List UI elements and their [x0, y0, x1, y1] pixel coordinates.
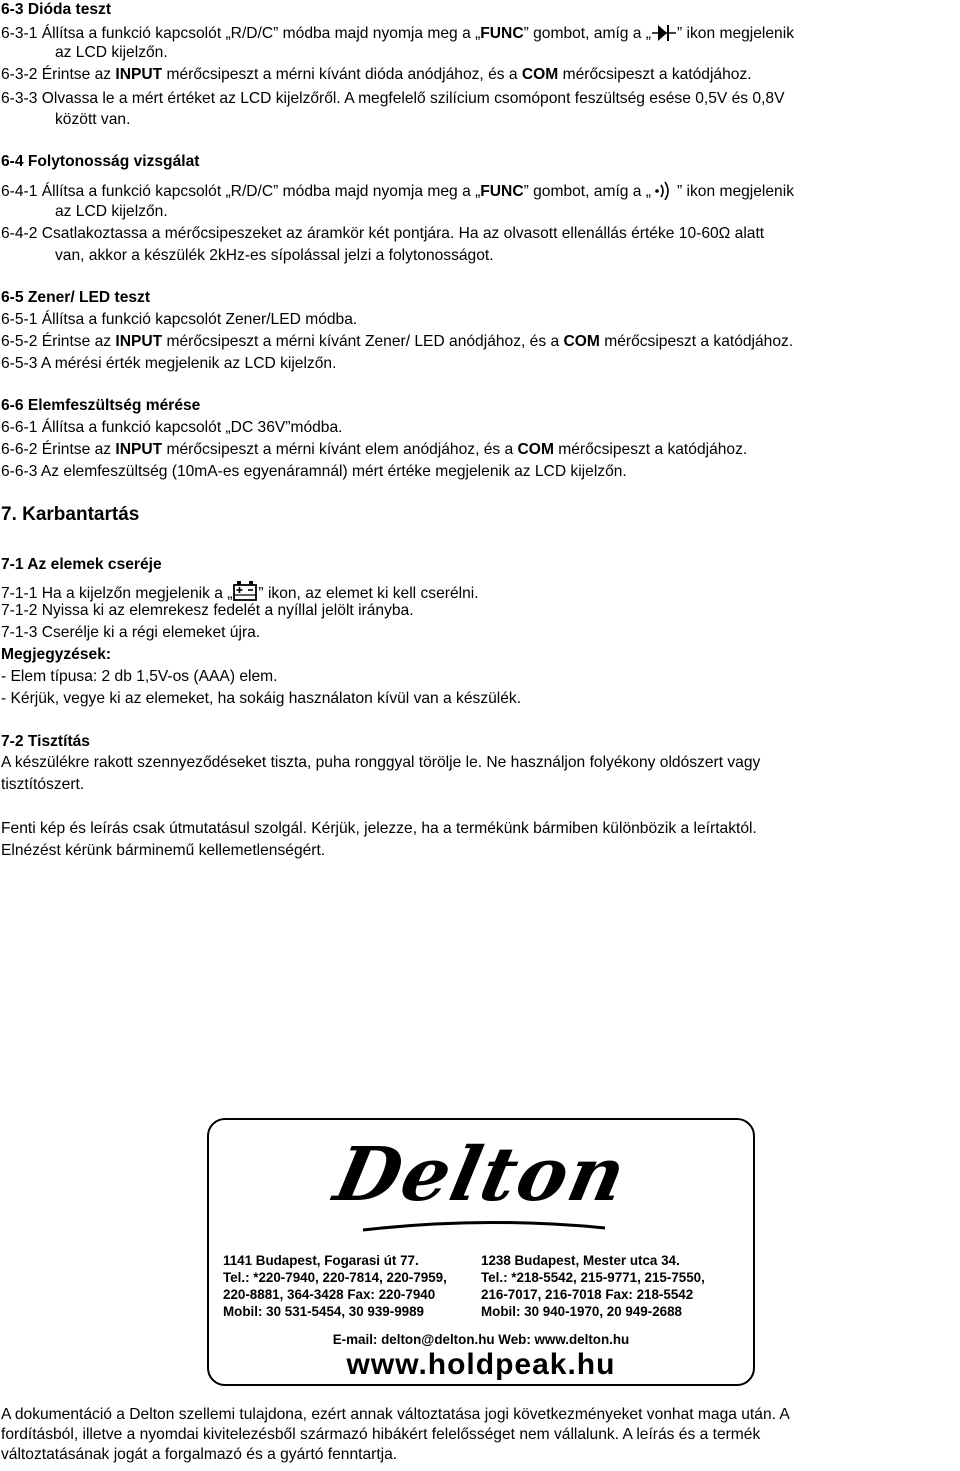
logo-swash-icon: [359, 1218, 609, 1238]
holdpeak-website: www.holdpeak.hu: [346, 1348, 616, 1381]
disclaimer-line-1: Fenti kép és leírás csak útmutatásul szolgál. Kérjük, jelezze, ha a termékünk bármiben különbözik a leírtaktól.: [1, 820, 757, 837]
note-2: - Kérjük, vegye ki az elemeket, ha sokáig használaton kívül van a készülék.: [1, 690, 522, 707]
section-heading-7-1: 7-1 Az elemek cseréje: [1, 556, 162, 573]
text: 6-6-2 Érintse az: [1, 441, 116, 458]
text: ” ikon, az elemet ki kell cserélni.: [258, 585, 479, 602]
email-web-line: E-mail: delton@delton.hu Web: www.delton.hu: [332, 1332, 630, 1347]
paragraph-6-3-1-cont: az LCD kijelzőn.: [55, 44, 168, 61]
func-label: FUNC: [480, 25, 524, 42]
footer-line-3: változtatásának jogát a forgalmazó és a gyártó fenntartja.: [1, 1446, 398, 1463]
text: mérőcsipeszt a mérni kívánt elem anódjához, és a: [162, 441, 518, 458]
text: 6-3-1 Állítsa a funkció kapcsolót „R/D/C” módba majd nyomja meg a „: [1, 25, 481, 42]
text: mérőcsipeszt a mérni kívánt Zener/ LED anódjához, és a: [162, 333, 564, 350]
text: ” ikon megjelenik: [676, 183, 794, 200]
text: 6-5-2 Érintse az: [1, 333, 116, 350]
text: mérőcsipeszt a katódjához.: [553, 441, 748, 458]
text: ” gombot, amíg a „: [523, 25, 651, 42]
address-line: 1141 Budapest, Fogarasi út 77.: [223, 1253, 419, 1268]
section-heading-6-6: 6-6 Elemfeszültség mérése: [1, 397, 201, 414]
com-label: COM: [517, 441, 554, 458]
paragraph-6-4-1-cont: az LCD kijelzőn.: [55, 203, 168, 220]
phone-fax-line: 220-8881, 364-3428 Fax: 220-7940: [223, 1287, 436, 1302]
input-label: INPUT: [115, 66, 163, 83]
input-label: INPUT: [115, 441, 163, 458]
paragraph-6-5-1: 6-5-1 Állítsa a funkció kapcsolót Zener/LED módba.: [1, 311, 358, 328]
section-heading-6-4: 6-4 Folytonosság vizsgálat: [1, 153, 200, 170]
paragraph-6-6-2: [1, 440, 747, 460]
com-label: COM: [563, 333, 600, 350]
text: mérőcsipeszt a katódjához.: [599, 333, 794, 350]
paragraph-6-3-2: [1, 65, 752, 85]
text: 6-4-1 Állítsa a funkció kapcsolót „R/D/C” módba majd nyomja meg a „: [1, 183, 481, 200]
text: ” gombot, amíg a „: [523, 183, 651, 200]
chapter-heading-7: 7. Karbantartás: [1, 504, 140, 525]
text: mérőcsipeszt a mérni kívánt dióda anódjához, és a: [162, 66, 522, 83]
diode-icon: [651, 22, 677, 48]
address-line: 1238 Budapest, Mester utca 34.: [481, 1253, 680, 1268]
text: 6-3-2 Érintse az: [1, 66, 116, 83]
paragraph-6-4-2: 6-4-2 Csatlakoztassa a mérőcsipeszeket az áramkör két pontjára. Ha az olvasott ellenállás értéke 10-60Ω alatt: [1, 225, 765, 242]
func-label: FUNC: [480, 183, 524, 200]
input-label: INPUT: [115, 333, 163, 350]
mobile-line: Mobil: 30 531-5454, 30 939-9989: [223, 1304, 424, 1319]
phone-line: Tel.: *218-5542, 215-9771, 215-7550,: [481, 1270, 705, 1285]
address-budapest-mester: [481, 1252, 705, 1320]
address-budapest-fogarasi: [223, 1252, 447, 1320]
paragraph-7-1-3: 7-1-3 Cserélje ki a régi elemeket újra.: [1, 624, 261, 641]
paragraph-7-2-1: A készülékre rakott szennyeződéseket tiszta, puha ronggyal törölje le. Ne használjon folyékony oldószert vagy: [1, 754, 761, 771]
disclaimer-line-2: Elnézést kérünk bárminemű kellemetlenségért.: [1, 842, 326, 859]
footer-copyright: [1, 1405, 959, 1465]
notes-heading: Megjegyzések:: [1, 646, 112, 663]
paragraph-6-6-3: 6-6-3 Az elemfeszültség (10mA-es egyenáramnál) mért értéke megjelenik az LCD kijelzőn.: [1, 463, 627, 480]
delton-logo: Delton: [327, 1132, 635, 1218]
paragraph-6-5-2: [1, 332, 793, 352]
text: ” ikon megjelenik: [676, 25, 794, 42]
com-label: COM: [521, 66, 559, 83]
mobile-line: Mobil: 30 940-1970, 20 949-2688: [481, 1304, 682, 1319]
paragraph-6-4-2-cont: van, akkor a készülék 2kHz-es sípolással jelzi a folytonosságot.: [55, 247, 494, 264]
text: 7-1-1 Ha a kijelzőn megjelenik a „: [1, 585, 233, 602]
note-1: - Elem típusa: 2 db 1,5V-os (AAA) elem.: [1, 668, 278, 685]
delton-contact-card: [207, 1118, 755, 1386]
footer-line-1: A dokumentáció a Delton szellemi tulajdona, ezért annak változtatása jogi következményeket vonhat maga után. A: [1, 1406, 790, 1423]
paragraph-6-5-3: 6-5-3 A mérési érték megjelenik az LCD kijelzőn.: [1, 355, 337, 372]
phone-fax-line: 216-7017, 216-7018 Fax: 218-5542: [481, 1287, 694, 1302]
text: mérőcsipeszt a katódjához.: [558, 66, 752, 83]
paragraph-7-2-1-cont: tisztítószert.: [1, 776, 85, 793]
section-heading-7-2: 7-2 Tisztítás: [1, 733, 90, 750]
section-heading-6-3: 6-3 Dióda teszt: [1, 1, 112, 18]
footer-line-2: fordításból, illetve a nyomdai kivitelezésből származó hibákért felelősséget nem vállalunk. A leírás és a termék: [1, 1426, 761, 1443]
paragraph-7-1-2: 7-1-2 Nyissa ki az elemrekesz fedelét a nyíllal jelölt irányba.: [1, 602, 414, 619]
paragraph-6-3-3: 6-3-3 Olvassa le a mért értéket az LCD kijelzőről. A megfelelő szilícium csomópont feszültség esése 0,5V és 0,8V: [1, 90, 785, 107]
phone-line: Tel.: *220-7940, 220-7814, 220-7959,: [223, 1270, 447, 1285]
section-heading-6-5: 6-5 Zener/ LED teszt: [1, 289, 151, 306]
continuity-buzzer-icon: [651, 180, 677, 206]
paragraph-6-6-1: 6-6-1 Állítsa a funkció kapcsolót „DC 36V”módba.: [1, 419, 343, 436]
paragraph-6-3-3-cont: között van.: [55, 111, 131, 128]
